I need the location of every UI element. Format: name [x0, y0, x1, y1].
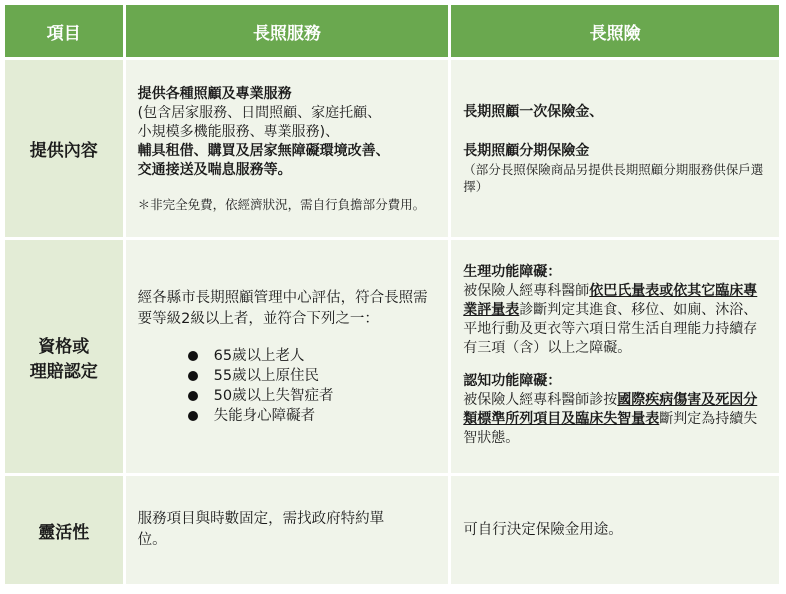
flexibility-insurance-text: 可自行決定保險金用途。: [463, 521, 623, 538]
row-label-flexibility: 靈活性: [5, 476, 123, 584]
row-label-eligibility: [5, 240, 123, 473]
physical-emph: 依巴氏量表或依其它臨床專業評量表: [463, 283, 758, 318]
comparison-table: [2, 2, 782, 587]
physical-pre: 被保險人經專科醫師: [463, 283, 590, 299]
physical-post: 診斷判定其進食、移位、如廁、沐浴、平地行動及更衣等六項日常生活自理能力持續存有三項（含）以上之障礙。: [463, 302, 758, 356]
cognitive-desc: [463, 391, 769, 448]
physical-desc: [463, 282, 769, 358]
cognitive-post: 斷判定為持續失智狀態。: [463, 411, 758, 446]
list-item: 50歲以上失智症者: [188, 386, 439, 406]
list-item: 65歲以上老人: [188, 346, 439, 366]
eligibility-bullet-list: [188, 346, 439, 426]
flexibility-service-cell: [126, 476, 449, 584]
list-item: 失能身心障礙者: [188, 406, 439, 426]
list-item: 55歲以上原住民: [188, 366, 439, 386]
header-item: 項目: [5, 5, 123, 57]
flexibility-service-text: 服務項目與時數固定，需找政府特約單位。: [137, 511, 385, 548]
row-content: [5, 60, 779, 237]
insurance-item-2-note: （部分長照保險商品另提供長期照顧分期服務供保戶選擇）: [463, 161, 764, 194]
label-line-2: 理賠認定: [29, 361, 98, 382]
eligibility-service-cell: [126, 240, 449, 473]
eligibility-intro: 經各縣市長期照顧管理中心評估，符合長照需要等級2級以上者，並符合下列之一：: [137, 289, 428, 327]
service-line-5: 交通接送及喘息服務等。: [137, 161, 292, 178]
row-flexibility: [5, 476, 779, 584]
insurance-item-1: 長期照顧一次保險金、: [463, 103, 604, 120]
header-ltc-insurance: 長照險: [451, 5, 779, 57]
cognitive-title: 認知功能障礙：: [463, 373, 562, 389]
flexibility-insurance-cell: [451, 476, 779, 584]
service-line-1: 提供各種照顧及專業服務: [137, 85, 292, 102]
service-line-2: (包含居家服務、日間照顧、家庭托顧、: [137, 104, 382, 121]
label-line-1: 資格或: [38, 336, 90, 357]
row-eligibility: [5, 240, 779, 473]
content-insurance-cell: [451, 60, 779, 237]
insurance-item-2: 長期照顧分期保險金: [463, 142, 590, 159]
physical-title: 生理功能障礙：: [463, 264, 562, 280]
row-label-content: 提供內容: [5, 60, 123, 237]
eligibility-insurance-cell: [451, 240, 779, 473]
header-ltc-service: 長照服務: [126, 5, 449, 57]
content-service-cell: [126, 60, 449, 237]
service-line-4: 輔具租借、購買及居家無障礙環境改善、: [137, 142, 390, 159]
header-row: [5, 5, 779, 57]
cognitive-emph: 國際疾病傷害及死因分類標準所列項目及臨床失智量表: [463, 392, 758, 427]
service-line-3: 小規模多機能服務、專業服務)、: [137, 123, 340, 140]
service-note: ＊非完全免費，依經濟狀況，需自行負擔部分費用。: [137, 196, 426, 212]
cognitive-pre: 被保險人經專科醫師診按: [463, 392, 618, 408]
